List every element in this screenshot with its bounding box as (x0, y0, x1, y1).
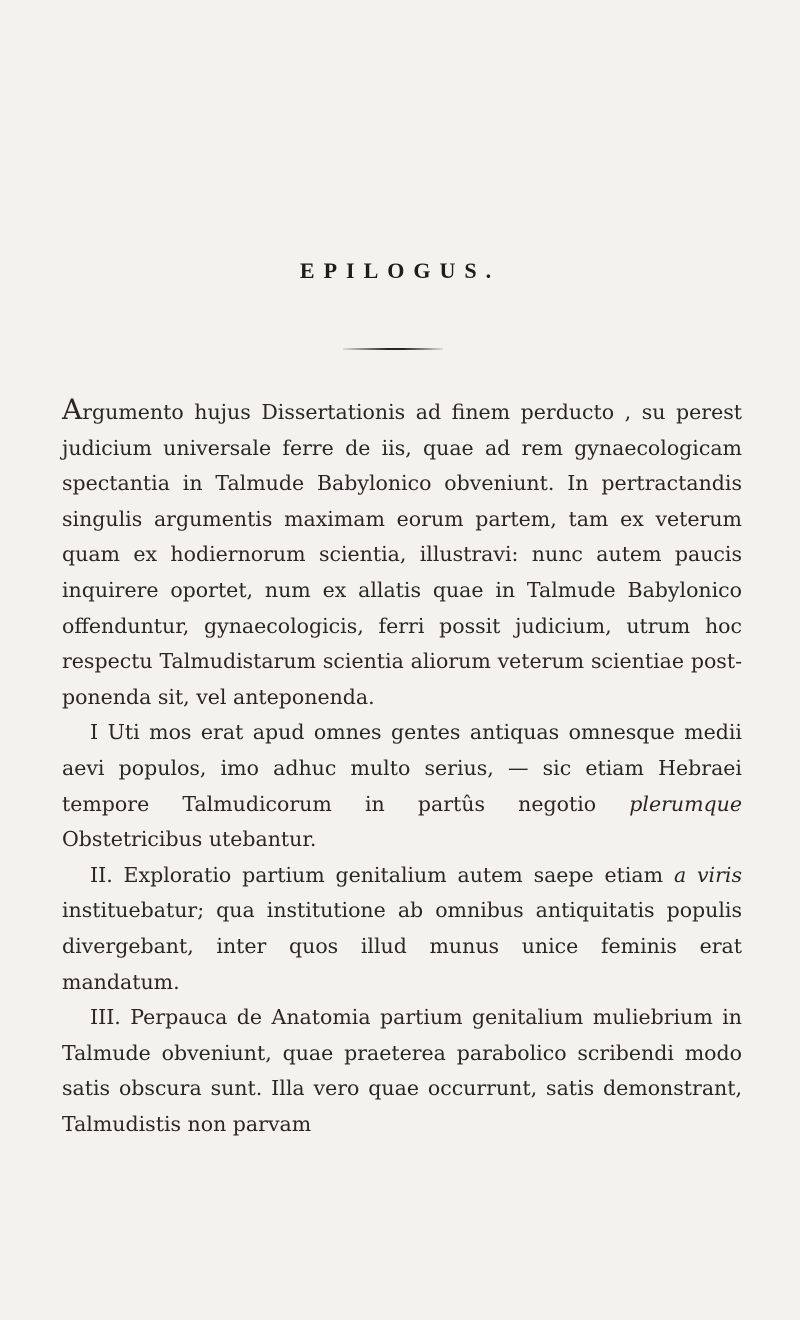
paragraph-number: II. (90, 862, 113, 887)
body-text (62, 395, 742, 1142)
intro-paragraph (62, 395, 742, 715)
paragraph-2 (62, 858, 742, 1000)
paragraph-text: Obstetricibus utebantur. (62, 827, 317, 852)
title-divider (343, 348, 443, 350)
paragraph-number: III. (90, 1005, 121, 1030)
paragraph-text: Exploratio partium genitalium autem saepe etiam (123, 862, 664, 887)
emphasis-text: plerumque (629, 791, 742, 816)
initial-letter: A (62, 393, 83, 426)
intro-text: rgumento hujus Dissertationis ad finem perducto , su perest judicium universale ferre de iis, quae ad rem gynaecologicam spectantia in Talmude Babylonico obveniunt. In pertractandis singulis argumentis maximam eorum partem, tam ex veterum quam ex hodiernorum scientia, illustravi: nunc autem paucis inquirere oportet, num ex allatis quae in Talmude Babylonico offenduntur, gynaecologicis, ferri possit judicium, utrum hoc respectu Talmudistarum scientia aliorum veterum scientiae postponenda sit, vel anteponenda. (62, 400, 742, 709)
paragraph-text: instituebatur; qua institutione ab omnibus antiquitatis populis divergebant, inter quos illud munus unice feminis erat mandatum. (62, 898, 742, 994)
paragraph-1 (62, 715, 742, 857)
paragraph-text: Perpauca de Anatomia partium genitalium muliebrium in Talmude obveniunt, quae praeterea parabolico scribendi modo satis obscura sunt. Illa vero quae occurrunt, satis demonstrant, Talmudistis non parvam (62, 1005, 742, 1136)
paragraph-text: Uti mos erat apud omnes gentes antiquas omnesque medii aevi populos, imo adhuc multo serius, — sic etiam Hebraei tempore Talmudicorum in partûs negotio (62, 720, 742, 816)
emphasis-text: a viris (673, 862, 742, 887)
page-title: EPILOGUS. (299, 258, 501, 283)
paragraph-3 (62, 1000, 742, 1142)
paragraph-number: I (90, 720, 99, 745)
